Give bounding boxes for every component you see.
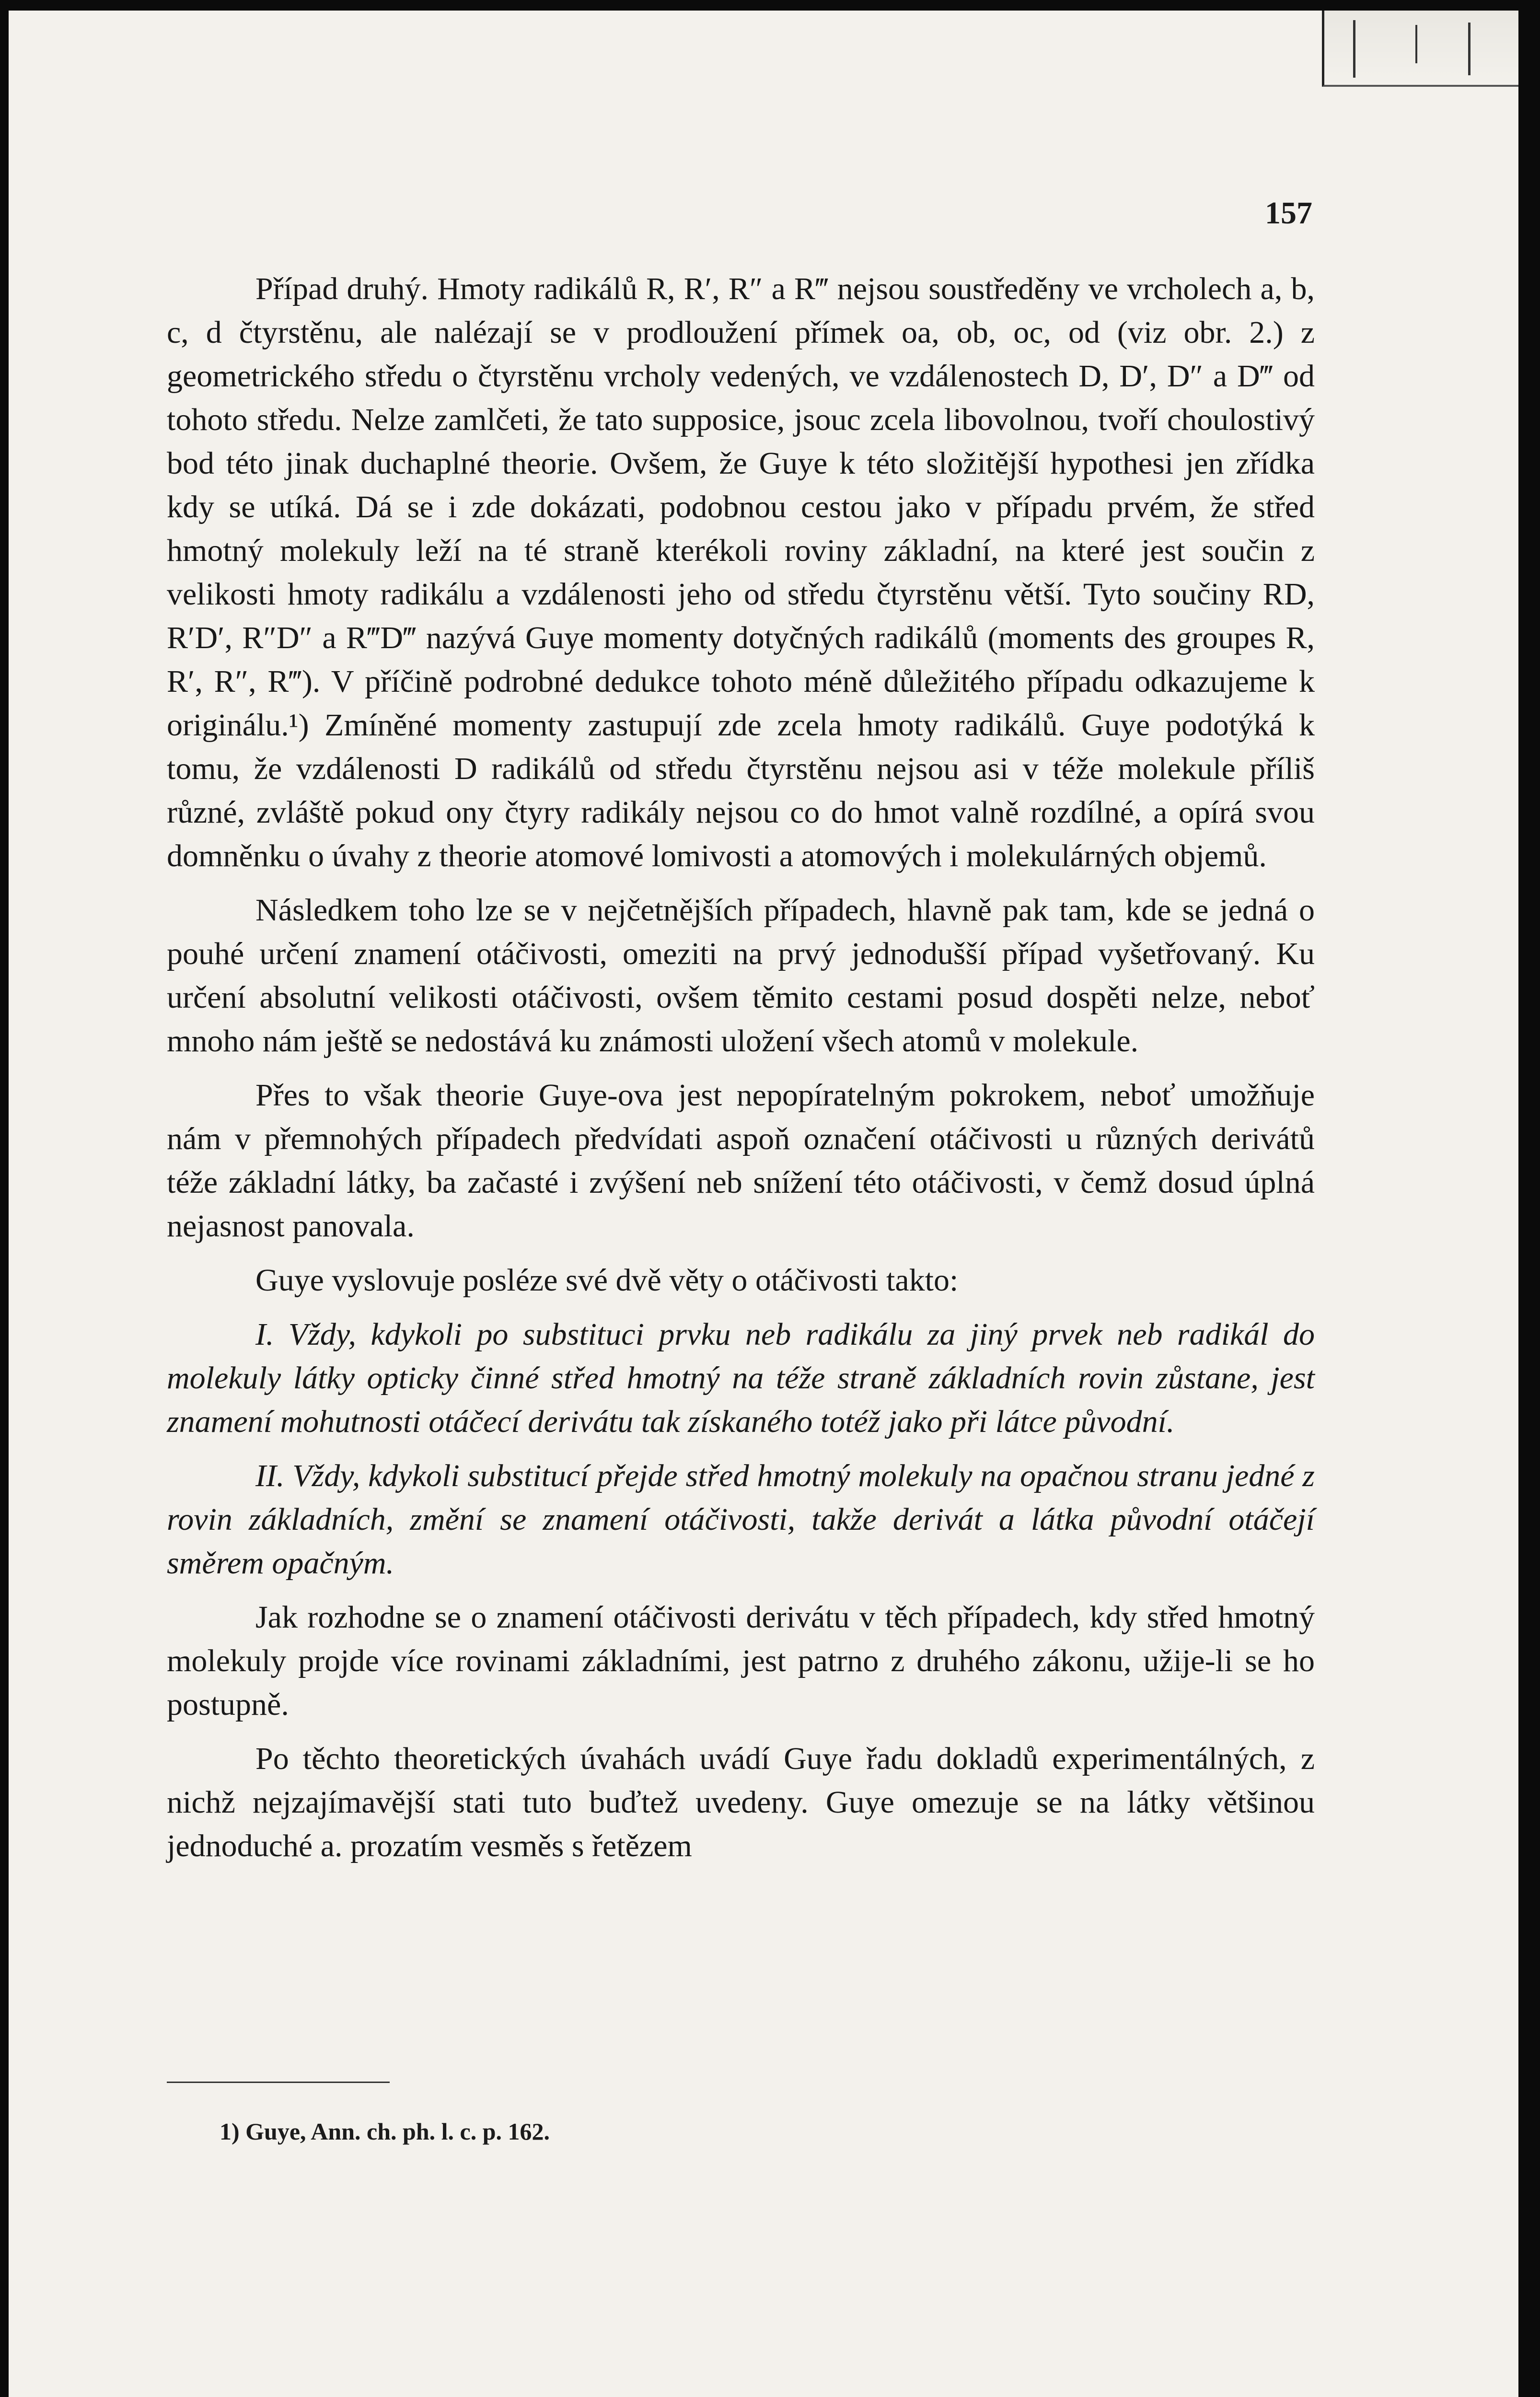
footnote (220, 2118, 550, 2145)
footnote-text: Guye, Ann. ch. ph. l. c. p. 162. (245, 2118, 550, 2145)
footnote-marker: 1) (220, 2118, 240, 2145)
page-number: 157 (1265, 196, 1312, 231)
scan-mark (1468, 23, 1471, 75)
scanned-page (9, 11, 1518, 2397)
paragraph: Následkem toho lze se v nejčetnějších případech, hlavně pak tam, kde se jedná o pouhé určení znamení otáčivosti, omeziti na prvý jednodušší případ vyšetřovaný. Ku určení absolutní velikosti otáčivosti, ovšem těmito cestami posud dospěti nelze, neboť mnoho nám ještě se nedostává ku známosti uložení všech atomů v molekule. (167, 893, 1315, 1059)
theorem-one: I. Vždy, kdykoli po substituci prvku neb radikálu za jiný prvek neb radikál do molekuly látky opticky činné střed hmotný na téže straně základních rovin zůstane, jest znamení mohutnosti otáčecí derivátu tak získaného totéž jako při látce původní. (167, 1317, 1315, 1439)
paragraph: Jak rozhodne se o znamení otáčivosti derivátu v těch případech, kdy střed hmotný molekuly projde více rovinami základními, jest patrno z druhého zákonu, užije-li se ho postupně. (167, 1600, 1315, 1722)
paragraph: Případ druhý. Hmoty radikálů R, R′, R″ a R‴ nejsou soustředěny ve vrcholech a, b, c, d čtyrstěnu, ale nalézají se v prodloužení přímek oa, ob, oc, od (viz obr. 2.) z geometrického středu o čtyrstěnu vrcholy vedených, ve vzdálenostech D, D′, D″ a D‴ od tohoto středu. Nelze zamlčeti, že tato supposice, jsouc zcela libovolnou, tvoří choulostivý bod této jinak duchaplné theorie. Ovšem, že Guye k této složitější hypothesi jen zřídka kdy se utíká. Dá se i zde dokázati, podobnou cestou jako v případu prvém, že střed hmotný molekuly leží na té straně kterékoli roviny základní, na které jest součin z velikosti hmoty radikálu a vzdálenosti jeho od středu čtyrstěnu větší. Tyto součiny RD, R′D′, R″D″ a R‴D‴ nazývá Guye momenty dotyčných radikálů (moments des groupes R, R′, R″, R‴). V příčině podrobné dedukce tohoto méně důležitého případu odkazujeme k originálu.¹) Zmíněné momenty zastupují zde zcela hmoty radikálů. Guye podotýká k tomu, že vzdálenosti D radikálů od středu čtyrstěnu nejsou asi v téže molekule příliš různé, zvláště pokud ony čtyry radikály nejsou co do hmot valně rozdílné, a opírá svou domněnku o úvahy z theorie atomové lomivosti a atomových i molekulárných objemů. (167, 271, 1315, 873)
theorem-two: II. Vždy, kdykoli substitucí přejde střed hmotný molekuly na opačnou stranu jedné z rovin základních, změní se znamení otáčivosti, takže derivát a látka původní otáčejí směrem opačným. (167, 1458, 1315, 1581)
paragraph: Guye vyslovuje posléze své dvě věty o otáčivosti takto: (255, 1263, 959, 1298)
body-text (167, 267, 1315, 1878)
scan-mark (1415, 25, 1417, 63)
scan-mark (1353, 20, 1355, 78)
paragraph: Po těchto theoretických úvahách uvádí Guye řadu dokladů experimentálných, z nichž nejzajímavější stati tuto buďtež uvedeny. Guye omezuje se na látky většinou jednoduché a. prozatím vesměs s řetězem (167, 1741, 1315, 1863)
paragraph: Přes to však theorie Guye-ova jest nepopíratelným pokrokem, neboť umožňuje nám v přemnohých případech předvídati aspoň označení otáčivosti u různých derivátů téže základní látky, ba začasté i zvýšení neb snížení této otáčivosti, v čemž dosud úplná nejasnost panovala. (167, 1078, 1315, 1244)
footnote-divider (167, 2082, 390, 2083)
scan-edge-artifact (1322, 11, 1518, 87)
